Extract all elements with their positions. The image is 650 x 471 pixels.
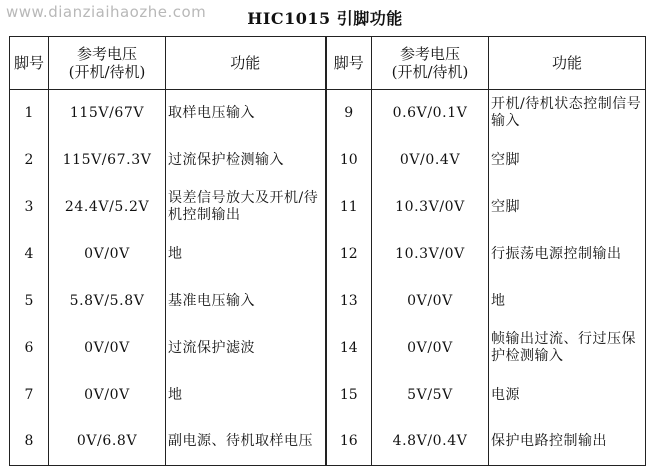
pin-function: 副电源、待机取样电压 (166, 419, 326, 466)
pin-function-table (9, 36, 646, 466)
pin-function: 空脚 (491, 198, 520, 215)
table-row (10, 372, 646, 419)
header-voltage-line2: (开机/待机) (391, 63, 469, 81)
pin-function: 地 (166, 372, 326, 419)
pin-function: 过流保护检测输入 (166, 137, 326, 184)
pin-voltage: 24.4V/5.2V (49, 184, 166, 231)
pin-number: 13 (326, 278, 372, 325)
pin-voltage: 0V/0V (49, 231, 166, 278)
pin-voltage: 10.3V/0V (372, 184, 489, 231)
table-title: HIC1015 引脚功能 (247, 9, 403, 28)
table-header-row (10, 37, 646, 90)
pin-function: 行振荡电源控制输出 (491, 245, 622, 262)
table-row (10, 184, 646, 231)
pin-voltage: 0V/0V (372, 325, 489, 372)
pin-function: 取样电压输入 (166, 90, 326, 137)
header-voltage-line1: 参考电压 (76, 45, 137, 63)
pin-voltage: 4.8V/0.4V (372, 419, 489, 466)
header-function-right: 功能 (489, 37, 646, 90)
pin-number: 3 (10, 184, 49, 231)
pin-number: 15 (326, 372, 372, 419)
pin-voltage: 115V/67V (49, 90, 166, 137)
header-pin-left: 脚号 (10, 37, 49, 90)
pin-number: 8 (10, 419, 49, 466)
pin-number: 16 (326, 419, 372, 466)
pin-function: 过流保护滤波 (166, 325, 326, 372)
table-row (10, 231, 646, 278)
header-function-left: 功能 (166, 37, 326, 90)
pin-number: 12 (326, 231, 372, 278)
pin-voltage: 115V/67.3V (49, 137, 166, 184)
pin-number: 9 (326, 90, 372, 137)
table-row (10, 419, 646, 466)
pin-voltage: 0V/0V (49, 372, 166, 419)
pin-function: 基准电压输入 (166, 278, 326, 325)
pin-function: 误差信号放大及开机/待机控制输出 (166, 184, 326, 231)
pin-number: 4 (10, 231, 49, 278)
pin-voltage: 5V/5V (372, 372, 489, 419)
pin-function: 电源 (491, 386, 520, 403)
pin-function: 保护电路控制输出 (491, 433, 607, 450)
table-row (10, 278, 646, 325)
pin-function: 地 (166, 231, 326, 278)
header-voltage-line1: 参考电压 (399, 45, 460, 63)
pin-voltage: 0V/0.4V (372, 137, 489, 184)
pin-number: 1 (10, 90, 49, 137)
table-row (10, 90, 646, 137)
header-pin-right: 脚号 (326, 37, 372, 90)
pin-voltage: 0V/0V (372, 278, 489, 325)
pin-number: 11 (326, 184, 372, 231)
pin-number: 7 (10, 372, 49, 419)
pin-voltage: 5.8V/5.8V (49, 278, 166, 325)
pin-number: 6 (10, 325, 49, 372)
table-row (10, 137, 646, 184)
pin-number: 10 (326, 137, 372, 184)
pin-function: 开机/待机状态控制信号输入 (491, 96, 642, 130)
pin-number: 5 (10, 278, 49, 325)
header-voltage-line2: (开机/待机) (68, 63, 146, 81)
pin-number: 2 (10, 137, 49, 184)
pin-function: 地 (491, 292, 506, 309)
pin-voltage: 0.6V/0.1V (372, 90, 489, 137)
pin-voltage: 0V/6.8V (49, 419, 166, 466)
header-voltage-right (372, 37, 489, 90)
pin-voltage: 0V/0V (49, 325, 166, 372)
table-row (10, 325, 646, 372)
pin-function: 空脚 (491, 151, 520, 168)
header-voltage-left (49, 37, 166, 90)
pin-voltage: 10.3V/0V (372, 231, 489, 278)
pin-number: 14 (326, 325, 372, 372)
watermark: www.dianziaihaozhe.com (6, 3, 207, 21)
pin-function: 帧输出过流、行过压保护检测输入 (491, 331, 636, 364)
